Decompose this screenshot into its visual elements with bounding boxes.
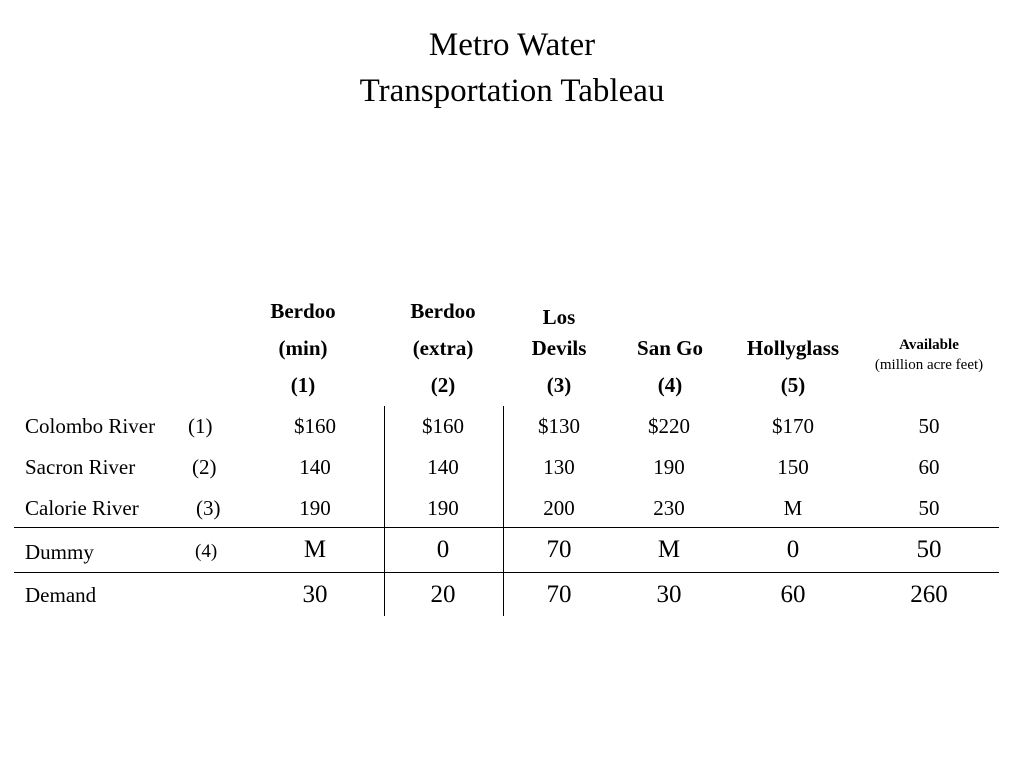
table-cell: 140 bbox=[299, 455, 331, 479]
table-cell: 20 bbox=[430, 581, 456, 608]
table-cell: 190 bbox=[299, 496, 331, 520]
table-cell: $170 bbox=[772, 414, 814, 438]
row-number: (4) bbox=[195, 541, 218, 562]
column-header-los-devils bbox=[514, 302, 604, 407]
row-label: Calorie River bbox=[25, 496, 139, 520]
table-cell: 190 bbox=[427, 496, 459, 520]
row-divider bbox=[14, 527, 999, 528]
column-header-san-go bbox=[615, 330, 725, 404]
column-header-line: Berdoo bbox=[270, 299, 336, 323]
column-header-berdoo-extra bbox=[383, 293, 503, 404]
column-divider bbox=[384, 406, 385, 616]
column-header-line: (1) bbox=[290, 373, 316, 397]
row-label: Colombo River bbox=[25, 414, 156, 438]
table-cell: 260 bbox=[910, 581, 948, 608]
table-cell: 50 bbox=[918, 496, 940, 520]
available-title: Available bbox=[899, 337, 959, 353]
table-cell: $160 bbox=[294, 414, 336, 438]
column-header-line: (2) bbox=[430, 373, 456, 397]
table-cell: 150 bbox=[777, 455, 809, 479]
table-cell: 60 bbox=[918, 455, 940, 479]
table-cell: 0 bbox=[786, 536, 800, 563]
title-line-1: Metro Water bbox=[428, 27, 596, 63]
row-label: Dummy bbox=[25, 540, 94, 564]
column-header-available bbox=[869, 334, 989, 374]
available-unit: (million acre feet) bbox=[874, 357, 984, 373]
column-header-line: Hollyglass bbox=[746, 336, 840, 360]
column-header-line: (min) bbox=[278, 336, 328, 360]
table-cell: 70 bbox=[546, 581, 572, 608]
row-number: (2) bbox=[192, 455, 217, 479]
row-number: (3) bbox=[196, 496, 221, 520]
table-cell: 230 bbox=[653, 496, 685, 520]
table-cell: M bbox=[657, 536, 681, 563]
column-header-line: San Go bbox=[637, 336, 703, 360]
title-line-2: Transportation Tableau bbox=[359, 73, 665, 109]
table-cell: 70 bbox=[546, 536, 572, 563]
column-header-line: Berdoo bbox=[410, 299, 476, 323]
table-cell: M bbox=[783, 496, 803, 520]
table-cell: 190 bbox=[653, 455, 685, 479]
column-header-hollyglass bbox=[728, 330, 858, 404]
column-divider bbox=[503, 406, 504, 616]
column-header-line: Los bbox=[542, 305, 576, 329]
table-cell: $220 bbox=[648, 414, 690, 438]
row-divider bbox=[14, 572, 999, 573]
table-cell: $130 bbox=[538, 414, 580, 438]
column-header-line: (3) bbox=[546, 373, 572, 397]
table-cell: 130 bbox=[543, 455, 575, 479]
column-header-berdoo-min bbox=[243, 293, 363, 404]
row-label: Sacron River bbox=[25, 455, 136, 479]
table-cell: 50 bbox=[916, 536, 942, 563]
column-header-line: (5) bbox=[780, 373, 806, 397]
column-header-line: (extra) bbox=[412, 336, 474, 360]
column-header-line: (4) bbox=[657, 373, 683, 397]
table-cell: 60 bbox=[780, 581, 806, 608]
table-cell: 30 bbox=[302, 581, 328, 608]
table-cell: M bbox=[303, 536, 327, 563]
table-cell: 0 bbox=[436, 536, 450, 563]
row-label: Demand bbox=[25, 583, 97, 607]
table-cell: 50 bbox=[918, 414, 940, 438]
table-cell: $160 bbox=[422, 414, 464, 438]
table-cell: 30 bbox=[656, 581, 682, 608]
table-cell: 140 bbox=[427, 455, 459, 479]
column-header-line: Devils bbox=[531, 336, 587, 360]
page-title bbox=[0, 22, 1024, 114]
row-number: (1) bbox=[188, 414, 213, 438]
table-cell: 200 bbox=[543, 496, 575, 520]
